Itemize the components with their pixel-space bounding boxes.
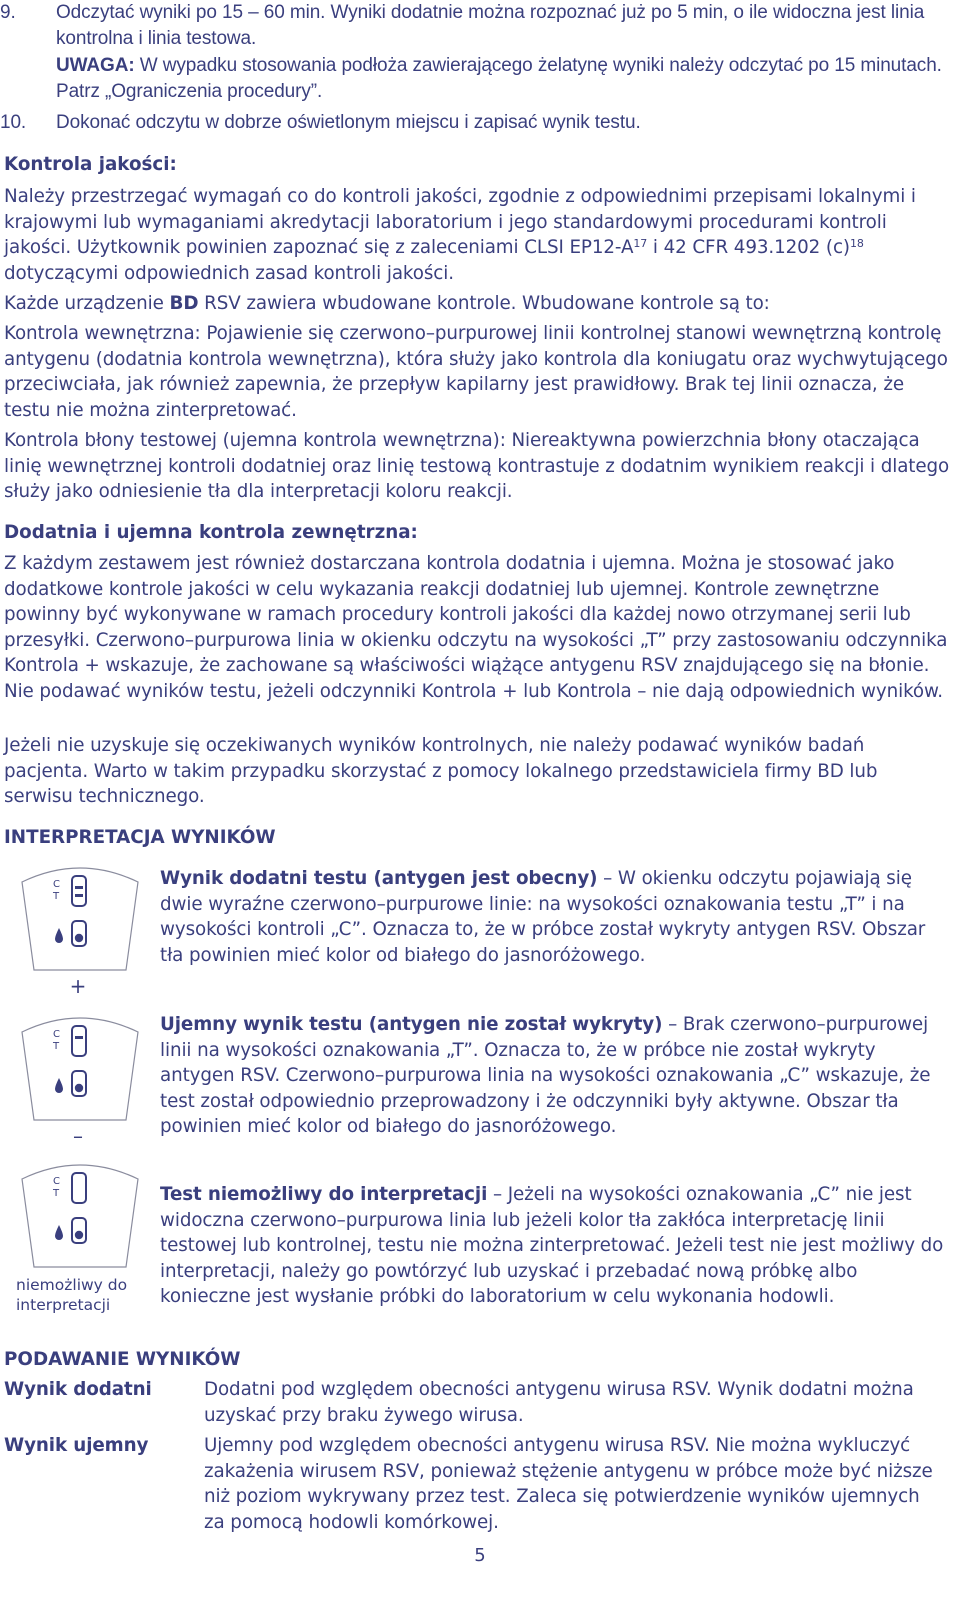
step-number: 10. <box>0 112 27 133</box>
device-positive <box>20 858 140 973</box>
step-9 <box>0 0 950 104</box>
external-paragraph-2 <box>4 733 950 810</box>
test-device-icon <box>20 1155 140 1270</box>
drop-icon <box>55 928 63 943</box>
membrane-control-text: Kontrola błony testowej (ujemna kontrola wewnętrzna): Niereaktywna powierzchnia błony otaczająca linię wewnętrznej kontroli dodatniej oraz linię testową kontrastuje z dodatnim wynikiem reakcji i dlatego służy jako odniesienie tła dla interpretacji koloru reakcji. <box>4 430 950 503</box>
quality-paragraph-4 <box>4 428 950 505</box>
label-t: T <box>53 891 60 902</box>
report-label-positive: Wynik dodatni <box>4 1379 152 1400</box>
device-negative <box>20 1008 140 1123</box>
drop-icon <box>55 1225 63 1240</box>
result-invalid-text <box>160 1182 950 1310</box>
footnote-ref: 17 <box>633 237 648 251</box>
step-10 <box>0 110 950 136</box>
step-text: Dokonać odczytu w dobrze oświetlonym miejscu i zapisać wynik testu. <box>56 112 641 133</box>
label-c: C <box>53 1176 60 1187</box>
footnote-ref: 18 <box>849 237 864 251</box>
label-c: C <box>53 879 60 890</box>
quality-text: RSV zawiera wbudowane kontrole. Wbudowane kontrole są to: <box>198 293 770 314</box>
step-number: 9. <box>0 2 16 23</box>
result-desc: – Jeżeli na wysokości oznakowania „C” nie jest widoczna czerwono–purpurowa linia lub jeżeli kolor tła zakłóca interpretację linii testowej lub kontrolnej, testu nie można zinterpretować. Jeżeli test nie jest możliwy do interpretacji, należy go powtórzyć lub uzyskać i przebadać nową próbkę albo konieczne jest wysłanie próbki do laboratorium w celu wykonania hodowli. <box>160 1184 944 1308</box>
external-paragraph-1 <box>4 551 950 705</box>
control-band <box>75 886 83 889</box>
result-title: Wynik dodatni testu (antygen jest obecny) <box>160 868 598 889</box>
drop-icon <box>55 1078 63 1093</box>
report-label-negative: Wynik ujemny <box>4 1435 149 1456</box>
step-text: Odczytać wyniki po 15 – 60 min. Wyniki dodatnie można rozpoznać już po 5 min, o ile widoczna jest linia kontrolna i linia testowa. <box>56 2 925 49</box>
quality-text: Każde urządzenie <box>4 293 170 314</box>
external-text: Jeżeli nie uzyskuje się oczekiwanych wyników kontrolnych, nie należy podawać wyników badań pacjenta. Warto w takim przypadku skorzystać z pomocy lokalnego przedstawiciela firmy BD lub serwisu technicznego. <box>4 735 878 808</box>
report-text-positive: Dodatni pod względem obecności antygenu wirusa RSV. Wynik dodatni można uzyskać przy braku żywego wirusa. <box>204 1379 914 1426</box>
test-device-icon <box>20 1008 140 1123</box>
interpretation-heading: INTERPRETACJA WYNIKÓW <box>4 827 276 848</box>
reporting-heading: PODAWANIE WYNIKÓW <box>4 1349 241 1370</box>
result-desc: – Brak czerwono–purpurowej linii na wysokości oznakowania „T”. Oznacza to, że w próbce nie został wykryty antygen RSV. Czerwono–purpurowa linia na wysokości oznakowania „C” wskazuje, że test został odpowiednio przeprowadzony i że odczynniki były aktywne. Obszar tła powinien mieć kolor od białego do jasnoróżowego. <box>160 1014 931 1138</box>
report-text-negative: Ujemny pod względem obecności antygenu wirusa RSV. Nie można wykluczyć zakażenia wirusem RSV, ponieważ stężenie antygenu w próbce może być niższe niż poziom wykrywany przez test. Zaleca się potwierdzenie wyników ujemnych za pomocą hodowli komórkowej. <box>204 1435 933 1533</box>
quality-heading: Kontrola jakości: <box>4 154 177 175</box>
negative-sign: – <box>73 1124 83 1148</box>
note-label: UWAGA: <box>56 55 135 77</box>
label-t: T <box>53 1041 60 1052</box>
internal-control-text: Kontrola wewnętrzna: Pojawienie się czerwono–purpurowej linii kontrolnej stanowi wewnętrzną kontrolę antygenu (dodatnia kontrola wewnętrzna), która służy jako kontrola dla koniugatu oraz wychwytującego przeciwciała, jak również zapewnia, że przepływ kapilarny jest prawidłowy. Brak tej linii oznacza, że testu nie można zinterpretować. <box>4 323 948 421</box>
note-text: W wypadku stosowania podłoża zawierającego żelatynę wyniki należy odczytać po 15 minutach. Patrz „Ograniczenia procedury”. <box>56 55 942 102</box>
test-device-icon <box>20 858 140 973</box>
result-title: Ujemny wynik testu (antygen nie został wykryty) <box>160 1014 663 1035</box>
test-band <box>75 894 83 897</box>
page-number: 5 <box>474 1545 486 1566</box>
result-desc: – W okienku odczytu pojawiają się dwie wyraźne czerwono–purpurowe linie: na wysokości oznakowania testu „T” i na wysokości kontroli „C”. Oznacza to, że w próbce został wykryty antygen RSV. Obszar tła powinien mieć kolor od białego do jasnoróżowego. <box>160 868 926 966</box>
quality-text: Należy przestrzegać wymagań co do kontroli jakości, zgodnie z odpowiednimi przepisami lokalnymi i krajowymi lub wymaganiami akredytacji laboratorium i jego standardowymi procedurami kontroli jakości. Użytkownik powinien zapoznać się z zaleceniami CLSI EP12-A <box>4 186 916 259</box>
quality-text: i 42 CFR 493.1202 (c) <box>647 237 850 259</box>
label-t: T <box>53 1188 60 1199</box>
external-heading: Dodatnia i ujemna kontrola zewnętrzna: <box>4 522 418 543</box>
result-negative-text <box>160 1012 950 1140</box>
brand-bd: BD <box>169 293 199 314</box>
control-band <box>75 1036 83 1039</box>
quality-paragraph-3 <box>4 321 950 423</box>
device-invalid <box>20 1155 140 1270</box>
quality-text: dotyczącymi odpowiednich zasad kontroli jakości. <box>4 262 454 284</box>
positive-sign: + <box>69 974 87 998</box>
quality-paragraph-1 <box>4 184 950 286</box>
label-c: C <box>53 1029 60 1040</box>
result-title: Test niemożliwy do interpretacji <box>160 1184 488 1205</box>
quality-paragraph-2 <box>4 291 950 317</box>
external-text: Z każdym zestawem jest również dostarczana kontrola dodatnia i ujemna. Można je stosować jako dodatkowe kontrole jakości w celu wykazania reakcji dodatniej lub ujemnej. Kontrole zewnętrzne powinny być wykonywane w ramach procedury kontroli jakości dla każdej nowo otrzymanej serii lub przesyłki. Czerwono–purpurowa linia w okienku odczytu na wysokości „T” przy zastosowaniu odczynnika Kontrola + wskazuje, że zachowane są właściwości wiążące antygenu RSV znajdującego się na błonie. Nie podawać wyników testu, jeżeli odczynniki Kontrola + lub Kontrola – nie dają odpowiednich wyników. <box>4 553 948 702</box>
invalid-caption: niemożliwy do interpretacji <box>16 1276 128 1314</box>
step-note <box>56 53 950 104</box>
result-positive-text <box>160 866 950 968</box>
